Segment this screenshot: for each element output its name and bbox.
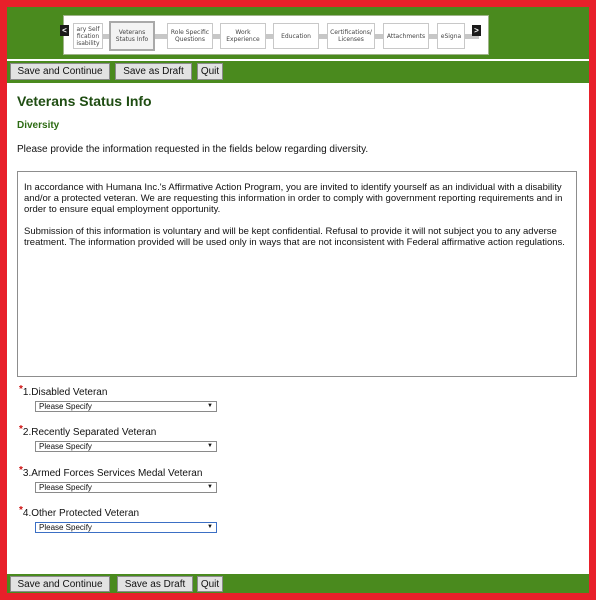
wizard-step-self-identification[interactable]: ary Self fication isability (73, 23, 103, 49)
wizard-step-esignature[interactable]: eSigna (437, 23, 465, 49)
save-and-continue-button-bottom[interactable]: Save and Continue (10, 576, 110, 592)
page-title: Veterans Status Info (17, 93, 152, 109)
select-value: Please Specify (39, 483, 92, 492)
notice-paragraph-2: Submission of this information is voluntary and will be kept confidential. Refusal to provide it will not subject you to any adverse treatment. The information provided will be used only in ways that are not inconsistent with Federal affirmative action regulations. (24, 226, 565, 248)
save-and-continue-button[interactable]: Save and Continue (10, 63, 110, 80)
armed-forces-medal-veteran-select[interactable] (35, 482, 217, 493)
required-marker: * (19, 505, 23, 516)
application-frame (7, 7, 589, 593)
wizard-step-certifications[interactable]: Certifications/ Licenses (327, 23, 375, 49)
wizard-next-arrow-icon[interactable]: > (472, 25, 481, 36)
required-marker: * (19, 465, 23, 476)
question-label: 2.Recently Separated Veteran (22, 427, 157, 438)
question-recently-separated-veteran (19, 424, 157, 438)
wizard-prev-arrow-icon[interactable]: < (60, 25, 69, 36)
select-value: Please Specify (39, 523, 92, 532)
wizard-step-work-experience[interactable]: Work Experience (220, 23, 266, 49)
dropdown-caret-icon: ▼ (207, 484, 213, 490)
intro-text: Please provide the information requested in the fields below regarding diversity. (17, 144, 369, 155)
recently-separated-veteran-select[interactable] (35, 441, 217, 452)
select-value: Please Specify (39, 442, 92, 451)
dropdown-caret-icon: ▼ (207, 443, 213, 449)
question-disabled-veteran (19, 384, 108, 398)
dropdown-caret-icon: ▼ (207, 524, 213, 530)
select-value: Please Specify (39, 402, 92, 411)
question-label: 4.Other Protected Veteran (22, 508, 140, 519)
disabled-veteran-select[interactable] (35, 401, 217, 412)
required-marker: * (19, 424, 23, 435)
save-as-draft-button[interactable]: Save as Draft (115, 63, 192, 80)
bottom-toolbar (7, 574, 589, 593)
top-toolbar (7, 61, 589, 83)
question-other-protected-veteran (19, 505, 140, 519)
required-marker: * (19, 384, 23, 395)
quit-button-bottom[interactable]: Quit (197, 576, 223, 592)
dropdown-caret-icon: ▼ (207, 403, 213, 409)
section-title: Diversity (17, 120, 60, 131)
disclosure-notice[interactable] (17, 171, 577, 377)
notice-paragraph-1: In accordance with Humana Inc.'s Affirmative Action Program, you are invited to identify yourself as an individual with a disability and/or a protected veteran. We are requesting this information in order to comply with government reporting requirements and in order to ensure equal employment opportunity. (24, 182, 563, 215)
question-label: 3.Armed Forces Services Medal Veteran (22, 468, 203, 479)
save-as-draft-button-bottom[interactable]: Save as Draft (117, 576, 193, 592)
other-protected-veteran-select[interactable] (35, 522, 217, 533)
wizard-banner (7, 7, 589, 59)
question-armed-forces-medal-veteran (19, 465, 203, 479)
wizard-step-veterans-status[interactable]: Veterans Status Info (109, 21, 155, 51)
wizard-step-role-specific[interactable]: Role Specific Questions (167, 23, 213, 49)
wizard-step-attachments[interactable]: Attachments (383, 23, 429, 49)
question-label: 1.Disabled Veteran (22, 387, 108, 398)
wizard-step-education[interactable]: Education (273, 23, 319, 49)
quit-button[interactable]: Quit (197, 63, 223, 80)
